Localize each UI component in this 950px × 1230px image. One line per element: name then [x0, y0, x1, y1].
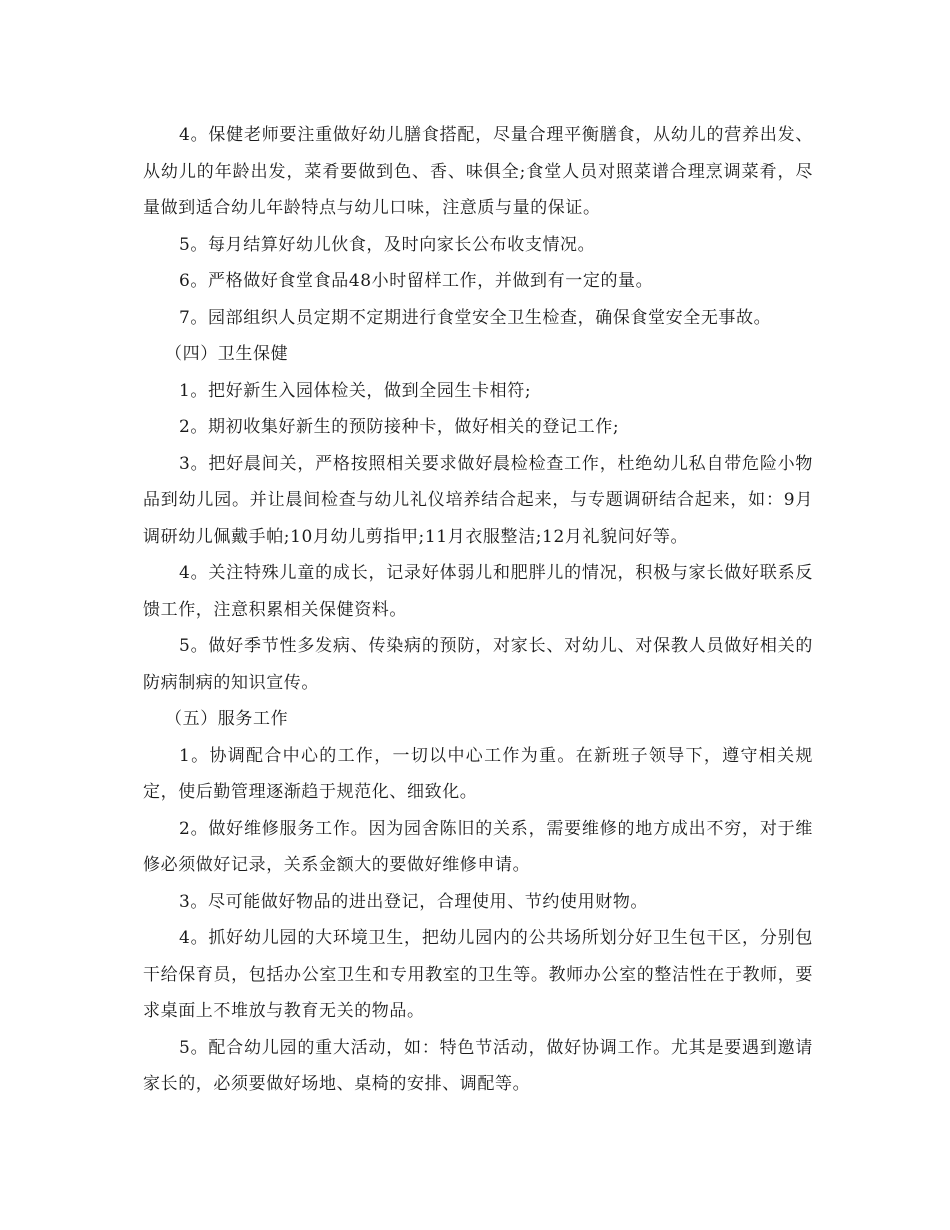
paragraph-safety-inspection: 7。园部组织人员定期不定期进行食堂安全卫生检查，确保食堂安全无事故。: [179, 307, 772, 328]
paragraph-environment-hygiene: 4。抓好幼儿园的大环境卫生，把幼儿园内的公共场所划分好卫生包干区，分别包干给保育员，包括办公室卫生和专用教室的卫生等。教师办公室的整洁性在于教师，要求桌面上不堆放与教育无关的物品。: [143, 928, 813, 1021]
paragraph-coordination: 1。协调配合中心的工作，一切以中心工作为重。在新班子领导下，遵守相关规定，使后勤管理逐渐趋于规范化、细致化。: [143, 745, 813, 802]
section-heading-service-work: （五）服务工作: [165, 709, 289, 729]
document-body: [143, 117, 813, 1103]
paragraph-major-events: 5。配合幼儿园的重大活动，如：特色节活动，做好协调工作。尤其是要遇到邀请家长的，必须要做好场地、桌椅的安排、调配等。: [143, 1037, 813, 1094]
paragraph-vaccination-card: 2。期初收集好新生的预防接种卡，做好相关的登记工作;: [179, 417, 620, 437]
paragraph-maintenance: 2。做好维修服务工作。因为园舍陈旧的关系，需要维修的地方成出不穷，对于维修必须做好记录，关系金额大的要做好维修申请。: [143, 818, 813, 875]
paragraph-disease-prevention: 5。做好季节性多发病、传染病的预防，对家长、对幼儿、对保教人员做好相关的防病制病的知识宣传。: [143, 636, 813, 693]
paragraph-special-children: 4。关注特殊儿童的成长，记录好体弱儿和肥胖儿的情况，积极与家长做好联系反馈工作，注意积累相关保健资料。: [143, 563, 813, 620]
paragraph-canteen-nutrition: 4。保健老师要注重做好幼儿膳食搭配，尽量合理平衡膳食，从幼儿的营养出发、从幼儿的年龄出发，菜肴要做到色、香、味俱全;食堂人员对照菜谱合理烹调菜肴，尽量做到适合幼儿年龄特点与幼儿口味，注意质与量的保证。: [143, 125, 813, 218]
paragraph-inventory: 3。尽可能做好物品的进出登记，合理使用、节约使用财物。: [179, 891, 649, 912]
paragraph-meal-settlement: 5。每月结算好幼儿伙食，及时向家长公布收支情况。: [179, 234, 596, 255]
paragraph-entry-checkup: 1。把好新生入园体检关，做到全园生卡相符;: [179, 380, 532, 401]
section-heading-health-care: （四）卫生保健: [165, 344, 289, 364]
paragraph-morning-check: 3。把好晨间关，严格按照相关要求做好晨检检查工作，杜绝幼儿私自带危险小物品到幼儿园。并让晨间检查与幼儿礼仪培养结合起来，与专题调研结合起来，如：9月调研幼儿佩戴手帕;10月幼儿剪指甲;11月衣服整洁;12月礼貌问好等。: [143, 453, 813, 547]
paragraph-food-sample: 6。严格做好食堂食品48小时留样工作，并做到有一定的量。: [179, 271, 654, 291]
